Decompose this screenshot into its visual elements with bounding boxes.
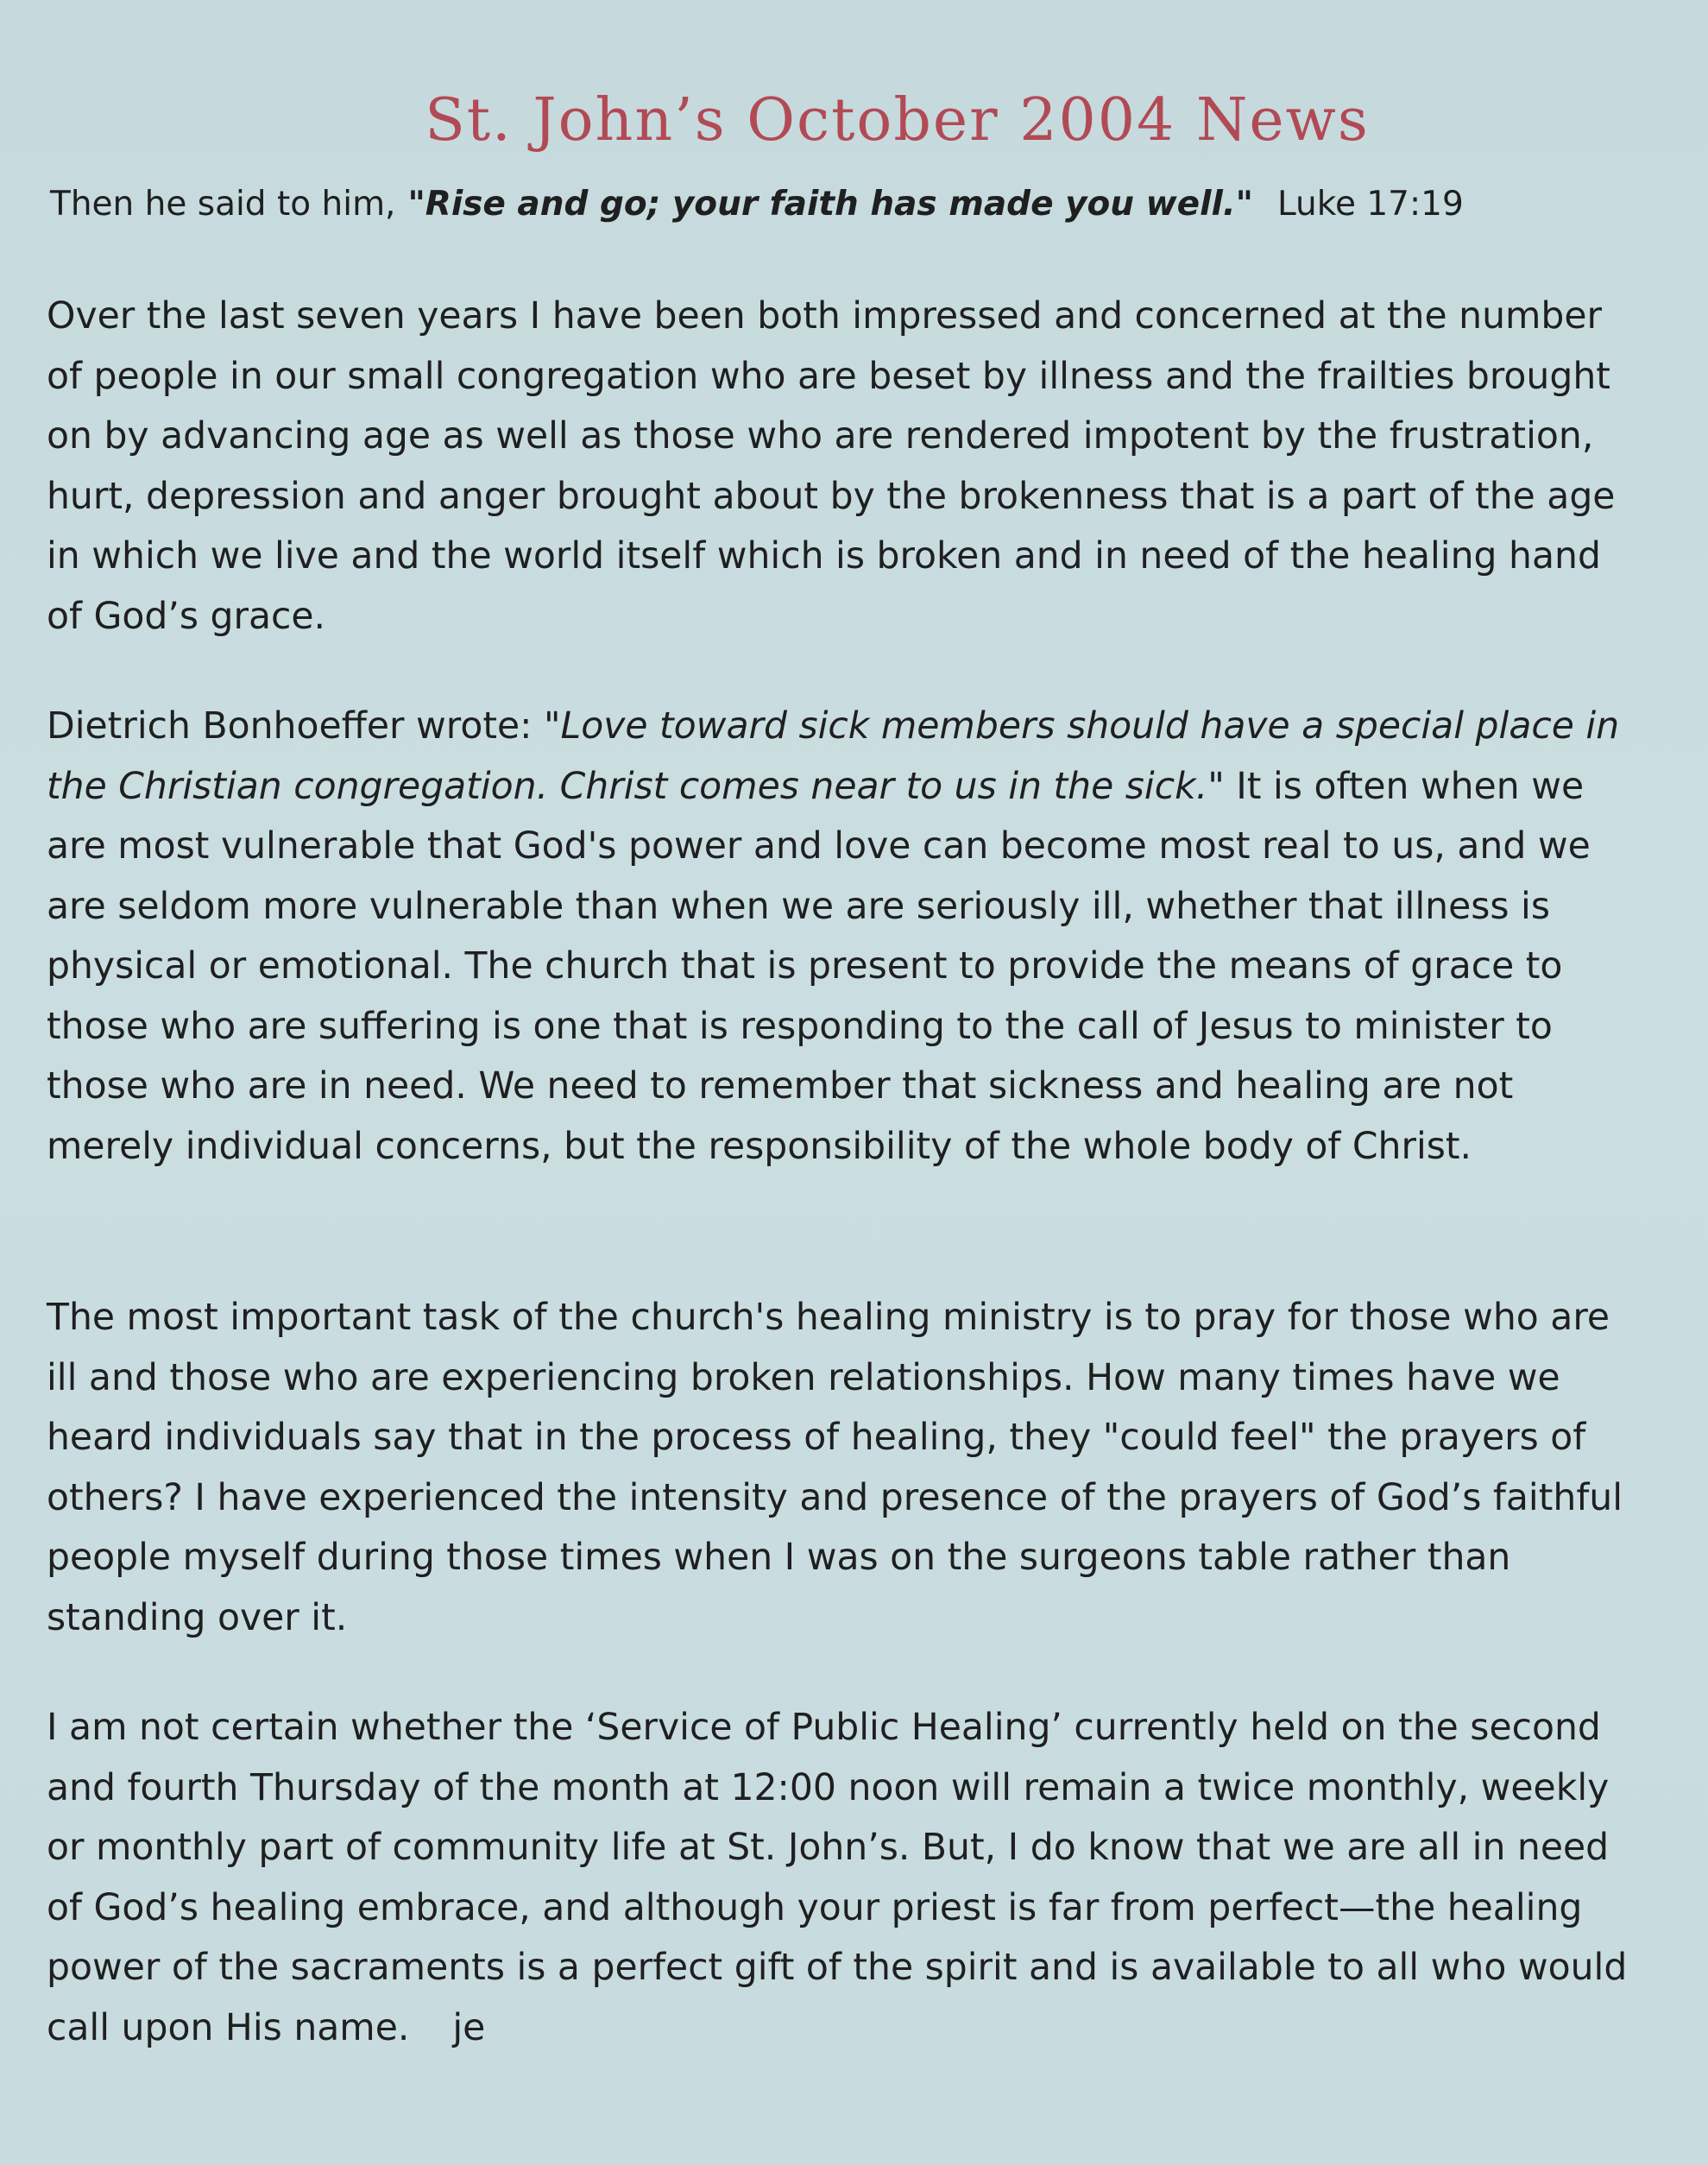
paragraph-2-lead: Dietrich Bonhoeffer wrote: xyxy=(47,705,544,748)
paragraph-4-text: I am not certain whether the ‘Service of Public Healing’ currently held on the second and fourth Thursday of the month at 12:00 noon will remain a twice monthly, weekly or monthly part of community life at St. John’s. But, I do know that we are all in need of God’s healing embrace, and although your priest is far from perfect—the healing power of the sacraments is a perfect gift of the spirit and is available to all who would call upon His name. xyxy=(47,1707,1628,2049)
page-title: St. John’s October 2004 News xyxy=(425,86,1370,155)
bonhoeffer-quote: "Love toward sick members should have a special place in the Christian congregation. Christ comes near to us in the sick." xyxy=(47,705,1620,808)
paragraph-4 xyxy=(47,1698,1635,2058)
paragraph-2 xyxy=(47,697,1635,1177)
paragraph-2-rest: It is often when we are most vulnerable that God's power and love can become most real to us, and we are seldom more vulnerable than when we are seriously ill, whether that illness is physical or emotional. The church that is present to provide the means of grace to those who are suffering is one that is responding to the call of Jesus to minister to those who are in need. We need to remember that sickness and healing are not merely individual concerns, but the responsibility of the whole body of Christ. xyxy=(47,765,1591,1168)
scripture-quote: "Rise and go; your faith has made you well." xyxy=(407,185,1254,224)
paragraph-1: Over the last seven years I have been both impressed and concerned at the number of people in our small congregation who are beset by illness and the frailties brought on by advancing age as well as those who are rendered impotent by the frustration, hurt, depression and anger brought about by the brokenness that is a part of the age in which we live and the world itself which is broken and in need of the healing hand of God’s grace. xyxy=(47,295,1616,638)
paragraph-3: The most important task of the church's healing ministry is to pray for those who are ill and those who are experiencing broken relationships. How many times have we heard individuals say that in the process of healing, they "could feel" the prayers of others? I have experienced the intensity and presence of the prayers of God’s faithful people myself during those times when I was on the surgeons table rather than standing over it. xyxy=(47,1297,1623,1639)
signature: je xyxy=(452,2006,486,2049)
scripture-reference: Luke 17:19 xyxy=(1277,185,1464,224)
scripture-intro: Then he said to him, xyxy=(50,185,396,224)
scripture-line xyxy=(50,185,1464,224)
